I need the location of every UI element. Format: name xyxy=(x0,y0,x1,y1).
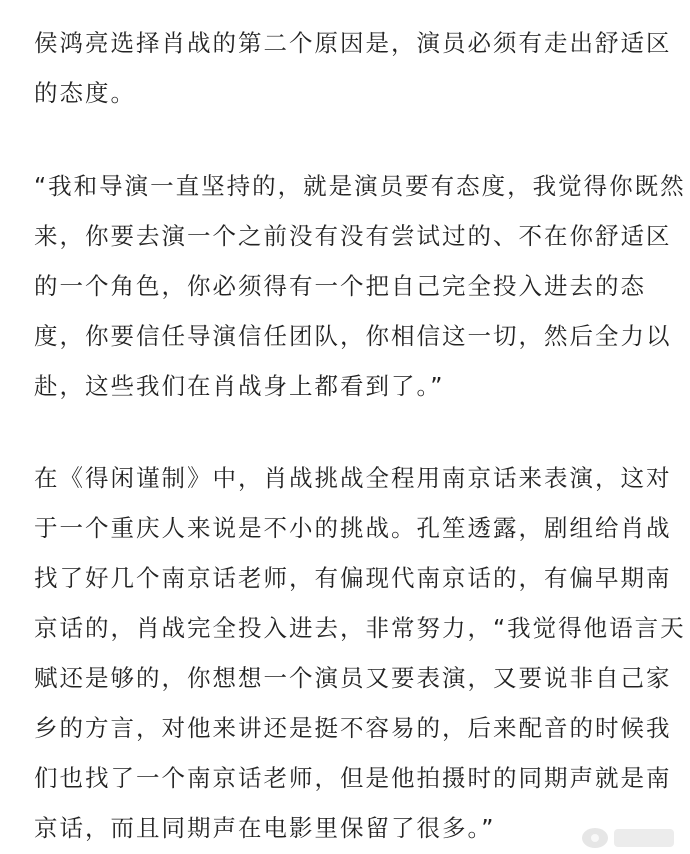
text-line: 来，你要去演一个之前没有没有尝试过的、不在你舒适区 xyxy=(34,222,672,250)
text-line: 乡的方言，对他来讲还是挺不容易的，后来配音的时候我 xyxy=(34,714,672,742)
text-line: 京话，而且同期声在电影里保留了很多。” xyxy=(34,814,496,842)
text-line: 们也找了一个南京话老师，但是他拍摄时的同期声就是南 xyxy=(34,764,672,792)
text-line: 的一个角色，你必须得有一个把自己完全投入进去的态 xyxy=(34,272,646,300)
text-line: 京话的，肖战完全投入进去，非常努力，“我觉得他语言天 xyxy=(34,614,686,642)
text-line: 侯鸿亮选择肖战的第二个原因是，演员必须有走出舒适区 xyxy=(34,29,672,57)
text-line: 度，你要信任导演信任团队，你相信这一切，然后全力以 xyxy=(34,322,672,350)
text-line: 赴，这些我们在肖战身上都看到了。” xyxy=(34,372,445,400)
text-line: 于一个重庆人来说是不小的挑战。孔笙透露，剧组给肖战 xyxy=(34,514,672,542)
text-line: 在《得闲谨制》中，肖战挑战全程用南京话来表演，这对 xyxy=(34,464,672,492)
text-line: 的态度。 xyxy=(34,79,136,107)
text-line: 找了好几个南京话老师，有偏现代南京话的，有偏早期南 xyxy=(34,564,672,592)
text-line: “我和导演一直坚持的，就是演员要有态度，我觉得你既然 xyxy=(34,172,686,200)
weibo-logo-icon xyxy=(582,828,608,848)
watermark xyxy=(582,828,674,848)
watermark-handle xyxy=(614,829,674,847)
text-line: 赋还是够的，你想想一个演员又要表演，又要说非自己家 xyxy=(34,664,672,692)
